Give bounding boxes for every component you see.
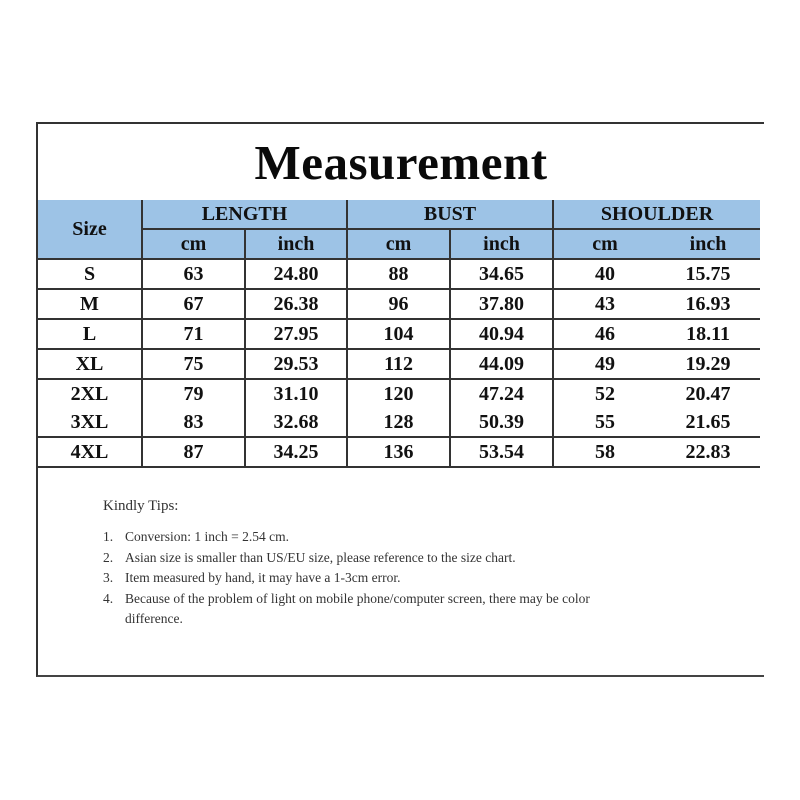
tip-text: Asian size is smaller than US/EU size, please reference to the size chart. [125, 549, 516, 565]
unit-header-shoulder-cm: cm [553, 229, 656, 259]
cell-shoulder-cm: 43 [553, 289, 656, 319]
unit-header-length-inch: inch [245, 229, 347, 259]
cell-shoulder-inch: 15.75 [656, 259, 760, 289]
cell-bust-inch: 34.65 [450, 259, 553, 289]
unit-header-length-cm: cm [142, 229, 245, 259]
tip-text: Item measured by hand, it may have a 1-3cm error. [125, 570, 401, 585]
unit-header-bust-inch: inch [450, 229, 553, 259]
cell-size: 2XL [38, 379, 142, 408]
cell-size: 3XL [38, 408, 142, 437]
cell-bust-cm: 96 [347, 289, 450, 319]
cell-length-inch: 34.25 [245, 437, 347, 467]
cell-bust-cm: 88 [347, 259, 450, 289]
unit-header-bust-cm: cm [347, 229, 450, 259]
cell-shoulder-cm: 40 [553, 259, 656, 289]
cell-length-inch: 24.80 [245, 259, 347, 289]
cell-size: L [38, 319, 142, 349]
cell-length-inch: 32.68 [245, 408, 347, 437]
cell-bust-inch: 47.24 [450, 379, 553, 408]
size-table [38, 200, 760, 468]
cell-length-cm: 87 [142, 437, 245, 467]
table-row [38, 437, 760, 467]
column-header-size: Size [38, 200, 142, 259]
cell-shoulder-inch: 22.83 [656, 437, 760, 467]
cell-bust-cm: 112 [347, 349, 450, 379]
group-header-shoulder: SHOULDER [553, 200, 760, 229]
cell-bust-cm: 128 [347, 408, 450, 437]
cell-shoulder-cm: 58 [553, 437, 656, 467]
tip-number: 3. [103, 570, 114, 585]
cell-bust-inch: 53.54 [450, 437, 553, 467]
tip-number: 1. [103, 529, 114, 544]
cell-bust-inch: 50.39 [450, 408, 553, 437]
cell-shoulder-inch: 18.11 [656, 319, 760, 349]
cell-length-cm: 79 [142, 379, 245, 408]
tip-text: Because of the problem of light on mobile phone/computer screen, there may be color difference. [125, 590, 590, 626]
tip-item [103, 589, 615, 630]
tip-number: 2. [103, 549, 114, 565]
cell-length-cm: 71 [142, 319, 245, 349]
cell-bust-inch: 44.09 [450, 349, 553, 379]
table-row [38, 379, 760, 408]
cell-length-cm: 75 [142, 349, 245, 379]
table-row [38, 319, 760, 349]
cell-bust-cm: 136 [347, 437, 450, 467]
tip-item [103, 527, 615, 548]
cell-shoulder-cm: 55 [553, 408, 656, 437]
tip-item [103, 548, 615, 569]
cell-length-inch: 31.10 [245, 379, 347, 408]
cell-length-cm: 67 [142, 289, 245, 319]
cell-size: S [38, 259, 142, 289]
cell-shoulder-inch: 20.47 [685, 383, 731, 405]
cell-bust-cm: 104 [347, 319, 450, 349]
table-row [38, 289, 760, 319]
group-header-bust: BUST [347, 200, 553, 229]
cell-shoulder-inch: 16.93 [656, 289, 760, 319]
cell-shoulder-inch: 21.65 [656, 408, 760, 437]
cell-size: 4XL [38, 437, 142, 467]
cell-shoulder-cm: 46 [553, 319, 656, 349]
cell-shoulder-inch: 19.29 [656, 349, 760, 379]
tip-number: 4. [103, 590, 114, 606]
cell-bust-inch: 37.80 [450, 289, 553, 319]
cell-length-inch: 29.53 [245, 349, 347, 379]
page-title: Measurement [254, 135, 548, 190]
size-chart-frame [36, 122, 764, 677]
unit-header-shoulder-inch: inch [656, 229, 760, 259]
cell-size: XL [38, 349, 142, 379]
cell-bust-inch: 40.94 [450, 319, 553, 349]
table-row [38, 259, 760, 289]
tip-text: Conversion: 1 inch = 2.54 cm. [125, 529, 289, 544]
cell-shoulder-cm: 49 [553, 349, 656, 379]
tips-title: Kindly Tips: [103, 498, 179, 514]
cell-length-inch: 26.38 [245, 289, 347, 319]
tips-list [103, 527, 615, 630]
cell-length-cm: 63 [142, 259, 245, 289]
cell-shoulder-cm: 52 [595, 383, 616, 405]
tip-item [103, 568, 615, 589]
group-header-length: LENGTH [142, 200, 347, 229]
tips-section [103, 498, 615, 630]
cell-length-inch: 27.95 [245, 319, 347, 349]
cell-length-cm: 83 [142, 408, 245, 437]
cell-bust-cm: 120 [347, 379, 450, 408]
cell-size: M [38, 289, 142, 319]
table-row [38, 349, 760, 379]
table-row [38, 408, 760, 437]
